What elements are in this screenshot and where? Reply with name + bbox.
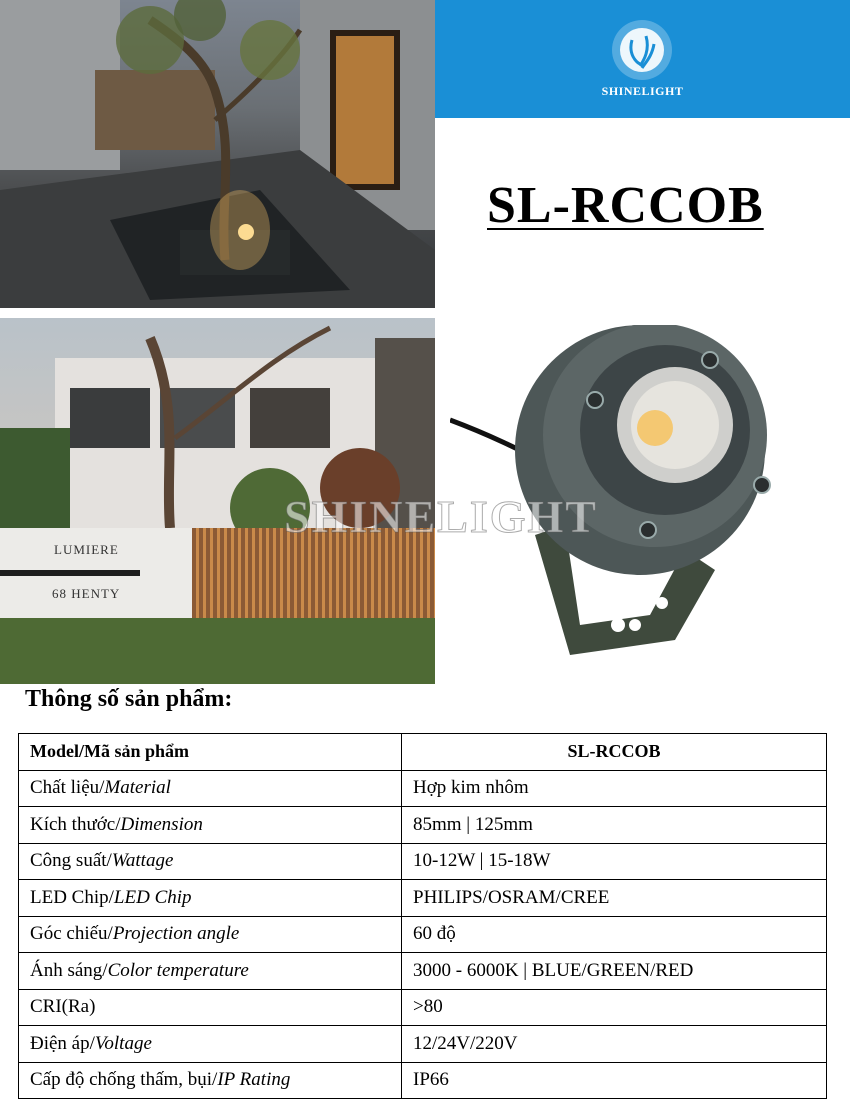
spec-label-vi: Công suất/ xyxy=(30,850,112,872)
spec-value: 12/24V/220V xyxy=(402,1026,827,1063)
table-row xyxy=(19,953,827,990)
spec-label-vi: Góc chiếu/ xyxy=(30,923,113,945)
spec-label-vi: Chất liệu/ xyxy=(30,777,105,799)
model-title: SL-RCCOB xyxy=(487,177,764,234)
spec-label xyxy=(19,843,402,880)
watermark: SHINELIGHT xyxy=(284,491,598,542)
house-sign-line2: 68 HENTY xyxy=(52,586,121,601)
spec-label-en: LED Chip xyxy=(113,886,192,908)
specs-heading: Thông số sản phẩm: xyxy=(25,686,233,712)
spec-value: 10-12W | 15-18W xyxy=(402,843,827,880)
spec-value: >80 xyxy=(402,989,827,1026)
spec-label xyxy=(19,807,402,844)
table-row xyxy=(19,989,827,1026)
spec-value: IP66 xyxy=(402,1062,827,1099)
table-row xyxy=(19,843,827,880)
spec-label-vi: CRI(Ra) xyxy=(30,996,96,1018)
spec-label-en: Color temperature xyxy=(107,959,249,981)
spec-label xyxy=(19,770,402,807)
spec-label-vi: Kích thước/ xyxy=(30,813,121,835)
sunburst-logo-icon xyxy=(435,0,850,118)
table-row xyxy=(19,770,827,807)
spec-label-vi: LED Chip/ xyxy=(30,886,114,908)
table-row xyxy=(19,1062,827,1099)
spec-value: 60 độ xyxy=(402,916,827,953)
house-sign-line1: LUMIERE xyxy=(54,542,119,557)
spec-value: PHILIPS/OSRAM/CREE xyxy=(402,880,827,917)
table-header-row xyxy=(19,734,827,771)
spec-label-en: IP Rating xyxy=(217,1069,291,1091)
logo-banner xyxy=(435,0,850,118)
spec-label-vi: Điện áp/ xyxy=(30,1032,95,1054)
spec-value: 85mm | 125mm xyxy=(402,807,827,844)
header-label: Model/Mã sản phẩm xyxy=(19,734,402,771)
header-value: SL-RCCOB xyxy=(402,734,827,771)
courtyard-photo xyxy=(0,0,435,308)
spec-value: 3000 - 6000K | BLUE/GREEN/RED xyxy=(402,953,827,990)
brand-name: SHINELIGHT xyxy=(601,84,684,98)
spec-label-vi: Ánh sáng/ xyxy=(30,959,108,981)
spec-label-vi: Cấp độ chống thấm, bụi/ xyxy=(30,1069,218,1091)
spec-label xyxy=(19,953,402,990)
spec-label xyxy=(19,1026,402,1063)
courtyard-illustration xyxy=(0,0,435,308)
spec-label-en: Voltage xyxy=(94,1032,152,1054)
spec-label xyxy=(19,1062,402,1099)
spec-value: Hợp kim nhôm xyxy=(402,770,827,807)
spec-label-en: Projection angle xyxy=(112,923,240,945)
spec-label xyxy=(19,989,402,1026)
spec-label-en: Material xyxy=(104,777,171,799)
spec-label-en: Wattage xyxy=(111,850,174,872)
spec-label xyxy=(19,880,402,917)
table-row xyxy=(19,1026,827,1063)
table-row xyxy=(19,916,827,953)
table-row xyxy=(19,880,827,917)
spec-label xyxy=(19,916,402,953)
table-row xyxy=(19,807,827,844)
spec-label-en: Dimension xyxy=(120,813,203,835)
spec-table xyxy=(18,733,827,1099)
